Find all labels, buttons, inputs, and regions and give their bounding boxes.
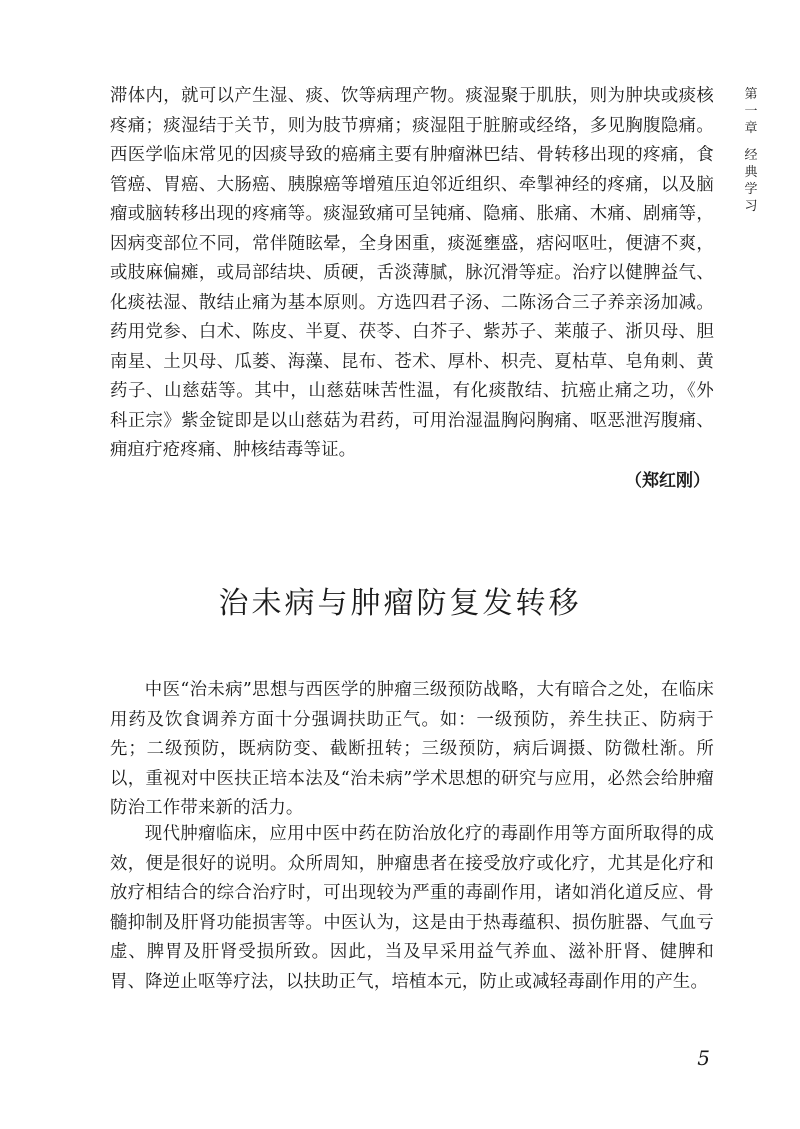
section-char: 经	[744, 148, 758, 163]
body-paragraph: 中医“治未病”思想与西医学的肿瘤三级预防战略，大有暗合之处，在临床用药及饮食调养方面十分强调扶助正气。如：一级预防，养生扶正、防病于先；二级预防，既病防变、截断扭转；三级预防，病后调摄、防微杜渐。所以，重视对中医扶正培本法及“治未病”学术思想的研究与应用，必然会给肿瘤防治工作带来新的活力。	[110, 680, 714, 818]
chapter-char: 一	[744, 104, 758, 119]
section-title: 治未病与肿瘤防复发转移	[218, 586, 582, 621]
author-signature: （郑红刚）	[625, 471, 710, 491]
body-paragraph: 滞体内，就可以产生湿、痰、饮等病理产物。痰湿聚于肌肤，则为肿块或痰核疼痛；痰湿结于关节，则为肢节痹痛；痰湿阻于脏腑或经络，多见胸腹隐痛。西医学临床常见的因痰导致的癌痛主要有肿瘤淋巴结、骨转移出现的疼痛，食管癌、胃癌、大肠癌、胰腺癌等增殖压迫邻近组织、牵掣神经的疼痛，以及脑瘤或脑转移出现的疼痛等。痰湿致痛可呈钝痛、隐痛、胀痛、木痛、剧痛等，因病变部位不同，常伴随眩晕，全身困重，痰涎壅盛，痞闷呕吐，便溏不爽，或肢麻偏瘫，或局部结块、质硬，舌淡薄腻，脉沉滑等症。治疗以健脾益气、化痰祛湿、散结止痛为基本原则。方选四君子汤、二陈汤合三子养亲汤加减。药用党参、白术、陈皮、半夏、茯苓、白芥子、紫苏子、莱菔子、浙贝母、胆南星、土贝母、瓜蒌、海藻、昆布、苍术、厚朴、枳壳、夏枯草、皂角刺、黄药子、山慈菇等。其中，山慈菇味苦性温，有化痰散结、抗癌止痛之功，《外科正宗》紫金锭即是以山慈菇为君药，可用治湿温胸闷胸痛、呕恶泄泻腹痛、痈疽疔疮疼痛、肿核结毒等证。	[110, 86, 714, 460]
section-char: 学	[744, 182, 758, 197]
section-label	[738, 147, 764, 215]
page-number: 5	[697, 1046, 710, 1070]
chapter-side-tab	[738, 86, 764, 215]
body-paragraph: 现代肿瘤临床，应用中医中药在防治放化疗的毒副作用等方面所取得的成效，便是很好的说明。众所周知，肿瘤患者在接受放疗或化疗，尤其是化疗和放疗相结合的综合治疗时，可出现较为严重的毒副作用，诸如消化道反应、骨髓抑制及肝肾功能损害等。中医认为，这是由于热毒蕴积、损伤脏器、气血亏虚、脾胃及肝肾受损所致。因此，当及早采用益气养血、滋补肝肾、健脾和胃、降逆止呕等疗法，以扶助正气，培植本元，防止或减轻毒副作用的产生。	[110, 824, 714, 992]
chapter-char: 第	[744, 87, 758, 102]
section-char: 习	[744, 199, 758, 214]
section-char: 典	[744, 165, 758, 180]
chapter-label	[738, 86, 764, 137]
chapter-char: 章	[744, 121, 758, 136]
